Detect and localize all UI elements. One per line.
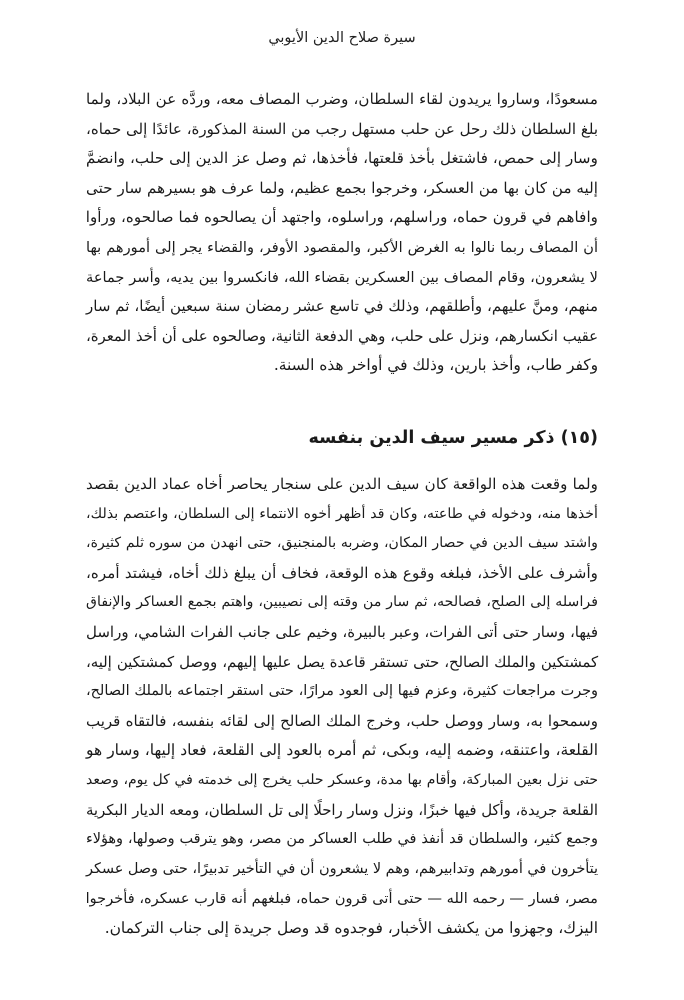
section-heading: (١٥) ذكر مسير سيف الدين بنفسه	[308, 428, 598, 448]
text-line: القلعة جريدة، وأكل فيها خبزًا، ونزل وسار راحلًا إلى تل السلطان، ومعه الديار البكرية	[86, 801, 598, 819]
text-line: عقيب انكسارهم، ونزل على حلب، وهي الدفعة الثانية، وصالحوه على أن أخذ المعرة،	[86, 327, 598, 345]
text-line: أن المصاف ربما نالوا به الغرض الأكبر، والمقصود الأوفر، والقضاء يجر إلى أمورهم بها	[86, 238, 598, 256]
text-line: منهم، ومنَّ عليهم، وأطلقهم، وذلك في تاسع عشر رمضان سنة سبعين أيضًا، ثم سار	[86, 297, 598, 316]
text-line: وكفر طاب، وأخذ بارين، وذلك في أواخر هذه السنة.	[273, 356, 598, 375]
text-line: فراسله إلى الصلح، فصالحه، ثم سار من وقته إلى نصيبين، واهتم بجمع العساكر والإنفاق	[86, 594, 598, 611]
text-line: مصر، فسار — رحمه الله — حتى أتى قرون حماه، فبلغهم أنه قارب عسكره، فأخرجوا	[85, 890, 598, 908]
paragraph-2	[86, 470, 598, 944]
text-line: ولما وقعت هذه الواقعة كان سيف الدين على سنجار يحاصر أخاه عماد الدين بقصد	[86, 475, 598, 493]
text-line: حتى نزل بعين المباركة، وأقام بها مدة، وعسكر حلب يخرج إلى خدمته في كل يوم، وصعد	[86, 771, 598, 788]
text-line: القلعة، واعتنقه، وضمه إليه، وبكى، ثم أمره بالعود إلى القلعة، فعاد إليها، وسار هو	[86, 741, 598, 760]
text-line: وجرت مراجعات كثيرة، وعزم فيها إلى العود مرارًا، حتى استقر اجتماعه بالملك الصالح،	[86, 683, 598, 700]
text-line: بلغ السلطان ذلك رحل عن حلب مستهل رجب من السنة المذكورة، عائدًا إلى حماه،	[86, 119, 598, 138]
text-line: أخذها منه، ودخوله في طاعته، وكان قد أظهر أخوه الانتماء إلى السلطان، واعتصم بذلك،	[86, 505, 598, 522]
text-line: يتأخرون في أمورهم وتدابيرهم، وهم لا يشعرون أن في التأخير تدبيرًا، حتى وصل عسكر	[86, 860, 598, 877]
text-line: اليزك، وجهزوا من يكشف الأخبار، فوجدوه قد وصل جريدة إلى جناب التركمان.	[104, 918, 598, 937]
text-line: وسمحوا به، وسار ووصل حلب، وخرج الملك الصالح إلى لقائه بنفسه، فالتقاه قريب	[86, 711, 598, 730]
text-line: لا يشعرون، وقام المصاف بين العسكرين بقضاء الله، فانكسروا بين يديه، وأسر جماعة	[86, 268, 598, 286]
text-line: فيها، وسار حتى أتى الفرات، وعبر بالبيرة، وخيم على جانب الفرات الشامي، وراسل	[86, 622, 598, 641]
paragraph-1	[86, 85, 598, 381]
text-line: وأشرف على الأخذ، فبلغه وقوع هذه الوقعة، فخاف أن يبلغ ذلك أخاه، فيشتد أمره،	[86, 563, 598, 582]
text-line: وسار إلى حمص، فاشتغل بأخذ قلعتها، فأخذها، ثم وصل عز الدين إلى حلب، وانضمَّ	[86, 149, 598, 168]
text-line: واشتد سيف الدين في حصار المكان، وضربه بالمنجنيق، حتى انهدن من سوره ثلم كثيرة،	[86, 535, 598, 552]
text-line: وجمع كثير، والسلطان قد أنفذ في طلب العساكر من مصر، وهو يترقب وصولها، وهؤلاء	[86, 831, 598, 848]
text-line: وافاهم في قرون حماه، وراسلهم، وراسلوه، واجتهد أن يصالحوه فما صالحوه، ورأوا	[85, 208, 598, 227]
text-line: كمشتكين والملك الصالح، حتى تستقر قاعدة يصل عليها إليهم، ووصل كمشتكين إليه،	[86, 653, 598, 671]
text-line: مسعودًا، وساروا يريدون لقاء السلطان، وضرب المصاف معه، وردَّه عن البلاد، ولما	[86, 90, 598, 108]
running-header: سيرة صلاح الدين الأيوبي	[268, 30, 416, 46]
text-line: إليه من كان بها من العسكر، وخرجوا بجمع عظيم، ولما عرف هو بسيرهم سار حتى	[86, 178, 598, 197]
